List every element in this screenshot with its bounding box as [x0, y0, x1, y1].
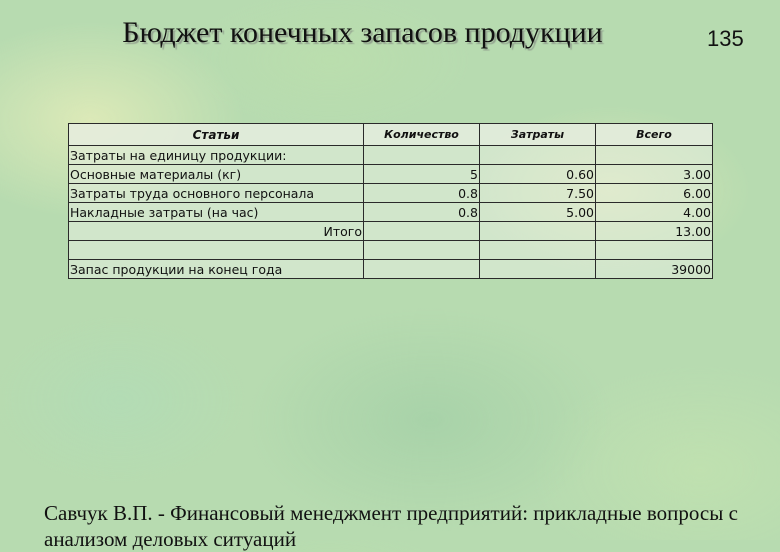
row-item: Затраты на единицу продукции: — [69, 146, 364, 165]
row-quantity — [364, 241, 480, 260]
table-row — [69, 184, 713, 203]
header-cost: Затраты — [480, 124, 596, 146]
table-row — [69, 260, 713, 279]
row-item: Накладные затраты (на час) — [69, 203, 364, 222]
row-quantity — [364, 146, 480, 165]
table-row-empty — [69, 241, 713, 260]
header-quantity: Количество — [364, 124, 480, 146]
row-item: Затраты труда основного персонала — [69, 184, 364, 203]
row-cost: 0.60 — [480, 165, 596, 184]
row-cost — [480, 146, 596, 165]
table-row — [69, 203, 713, 222]
footer-citation: Савчук В.П. - Финансовый менеджмент предприятий: прикладные вопросы с анализом деловых ситуаций — [44, 501, 738, 551]
row-item: Итого — [69, 222, 364, 241]
table-row — [69, 146, 713, 165]
row-total — [596, 146, 713, 165]
page-number: 135 — [707, 26, 744, 51]
row-quantity: 0.8 — [364, 184, 480, 203]
table-row-subtotal — [69, 222, 713, 241]
table-header-row — [69, 124, 713, 146]
row-total: 3.00 — [596, 165, 713, 184]
row-cost: 5.00 — [480, 203, 596, 222]
row-total: 39000 — [596, 260, 713, 279]
row-item — [69, 241, 364, 260]
row-item: Основные материалы (кг) — [69, 165, 364, 184]
row-item: Запас продукции на конец года — [69, 260, 364, 279]
header-total: Всего — [596, 124, 713, 146]
row-quantity — [364, 260, 480, 279]
budget-table — [68, 123, 713, 279]
row-total — [596, 241, 713, 260]
row-total: 13.00 — [596, 222, 713, 241]
row-cost — [480, 260, 596, 279]
slide-title: Бюджет конечных запасов продукции — [122, 16, 603, 49]
row-quantity: 5 — [364, 165, 480, 184]
row-quantity — [364, 222, 480, 241]
row-cost — [480, 222, 596, 241]
row-total: 6.00 — [596, 184, 713, 203]
row-quantity: 0.8 — [364, 203, 480, 222]
header-items: Статьи — [69, 124, 364, 146]
table-row — [69, 165, 713, 184]
row-cost — [480, 241, 596, 260]
row-cost: 7.50 — [480, 184, 596, 203]
row-total: 4.00 — [596, 203, 713, 222]
